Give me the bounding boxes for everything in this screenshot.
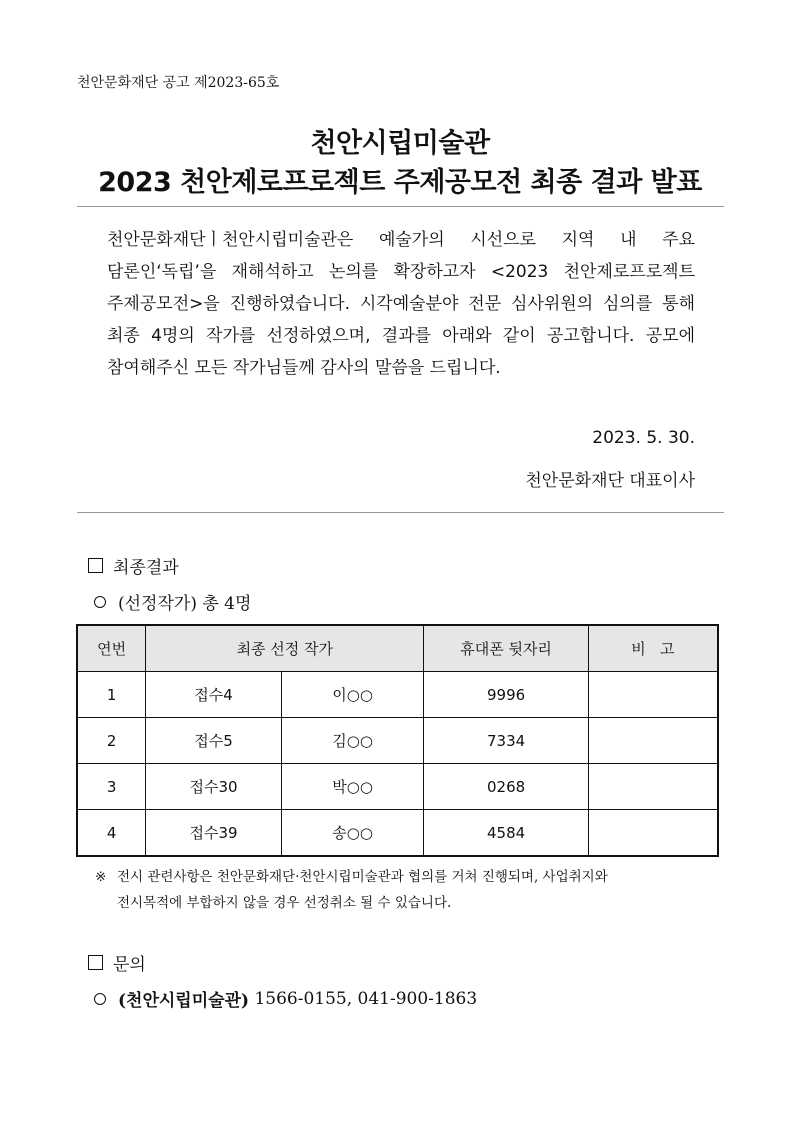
cell-no: 3 <box>77 764 146 810</box>
table-row <box>77 718 718 764</box>
divider-bottom <box>77 512 724 513</box>
selected-artists-count: (선정작가) 총 4명 <box>118 594 252 614</box>
table-row <box>77 810 718 857</box>
cell-no: 2 <box>77 718 146 764</box>
section-result-heading <box>88 553 179 578</box>
cell-entry: 접수39 <box>146 810 282 857</box>
cell-entry: 접수30 <box>146 764 282 810</box>
header-phone: 휴대폰 뒷자리 <box>424 625 588 672</box>
announcement-signer: 천안문화재단 대표이사 <box>525 471 695 491</box>
square-bullet-icon <box>88 558 103 573</box>
header-artist: 최종 선정 작가 <box>146 625 424 672</box>
result-table <box>76 624 719 857</box>
section-result-title: 최종결과 <box>113 558 179 578</box>
cell-note <box>588 764 718 810</box>
footnote-line-1: 전시 관련사항은 천안문화재단·천안시립미술관과 협의를 거쳐 진행되며, 사업취지와 <box>117 869 608 885</box>
cell-note <box>588 810 718 857</box>
cell-name: 송○○ <box>281 810 424 857</box>
cell-name: 이○○ <box>281 672 424 718</box>
contact-phones: 1566-0155, 041-900-1863 <box>254 988 478 1009</box>
table-row <box>77 672 718 718</box>
table-row <box>77 764 718 810</box>
table-header-row <box>77 625 718 672</box>
cell-no: 1 <box>77 672 146 718</box>
section-contact-title: 문의 <box>113 955 146 975</box>
cell-no: 4 <box>77 810 146 857</box>
divider-top <box>77 206 724 207</box>
notice-number: 천안문화재단 공고 제2023-65호 <box>77 75 280 91</box>
cell-note <box>588 672 718 718</box>
cell-phone: 7334 <box>424 718 588 764</box>
square-bullet-icon <box>88 955 103 970</box>
selected-artists-summary <box>94 589 251 614</box>
section-contact-heading <box>88 950 146 975</box>
cell-phone: 4584 <box>424 810 588 857</box>
header-note: 비 고 <box>588 625 718 672</box>
circle-bullet-icon <box>94 596 106 608</box>
cell-note <box>588 718 718 764</box>
table-footnote <box>95 864 735 916</box>
cell-name: 김○○ <box>281 718 424 764</box>
reference-mark-icon: ※ <box>95 869 107 885</box>
page-title: 천안시립미술관 <box>310 128 490 159</box>
cell-entry: 접수5 <box>146 718 282 764</box>
header-no: 연번 <box>77 625 146 672</box>
contact-line <box>94 986 477 1011</box>
page-subtitle: 2023 천안제로프로젝트 주제공모전 최종 결과 발표 <box>98 167 702 198</box>
footnote-line-2: 전시목적에 부합하지 않을 경우 선정취소 될 수 있습니다. <box>117 895 452 911</box>
cell-phone: 9996 <box>424 672 588 718</box>
announcement-paragraph: 천안문화재단ㅣ천안시립미술관은 예술가의 시선으로 지역 내 주요 담론인‘독립’을 재해석하고 논의를 확장하고자 <2023 천안제로프로젝트 주제공모전>을 진행하였습니다. 시각예술분야 전문 심사위원의 심의를 통해 최종 4명의 작가를 선정하였으며, 결과를 아래와 같이 공고합니다. 공모에 참여해주신 모든 작가님들께 감사의 말씀을 드립니다. <box>107 230 695 378</box>
circle-bullet-icon <box>94 993 106 1005</box>
announcement-date: 2023. 5. 30. <box>592 428 695 448</box>
cell-phone: 0268 <box>424 764 588 810</box>
cell-entry: 접수4 <box>146 672 282 718</box>
cell-name: 박○○ <box>281 764 424 810</box>
contact-org: (천안시립미술관) <box>118 991 250 1011</box>
